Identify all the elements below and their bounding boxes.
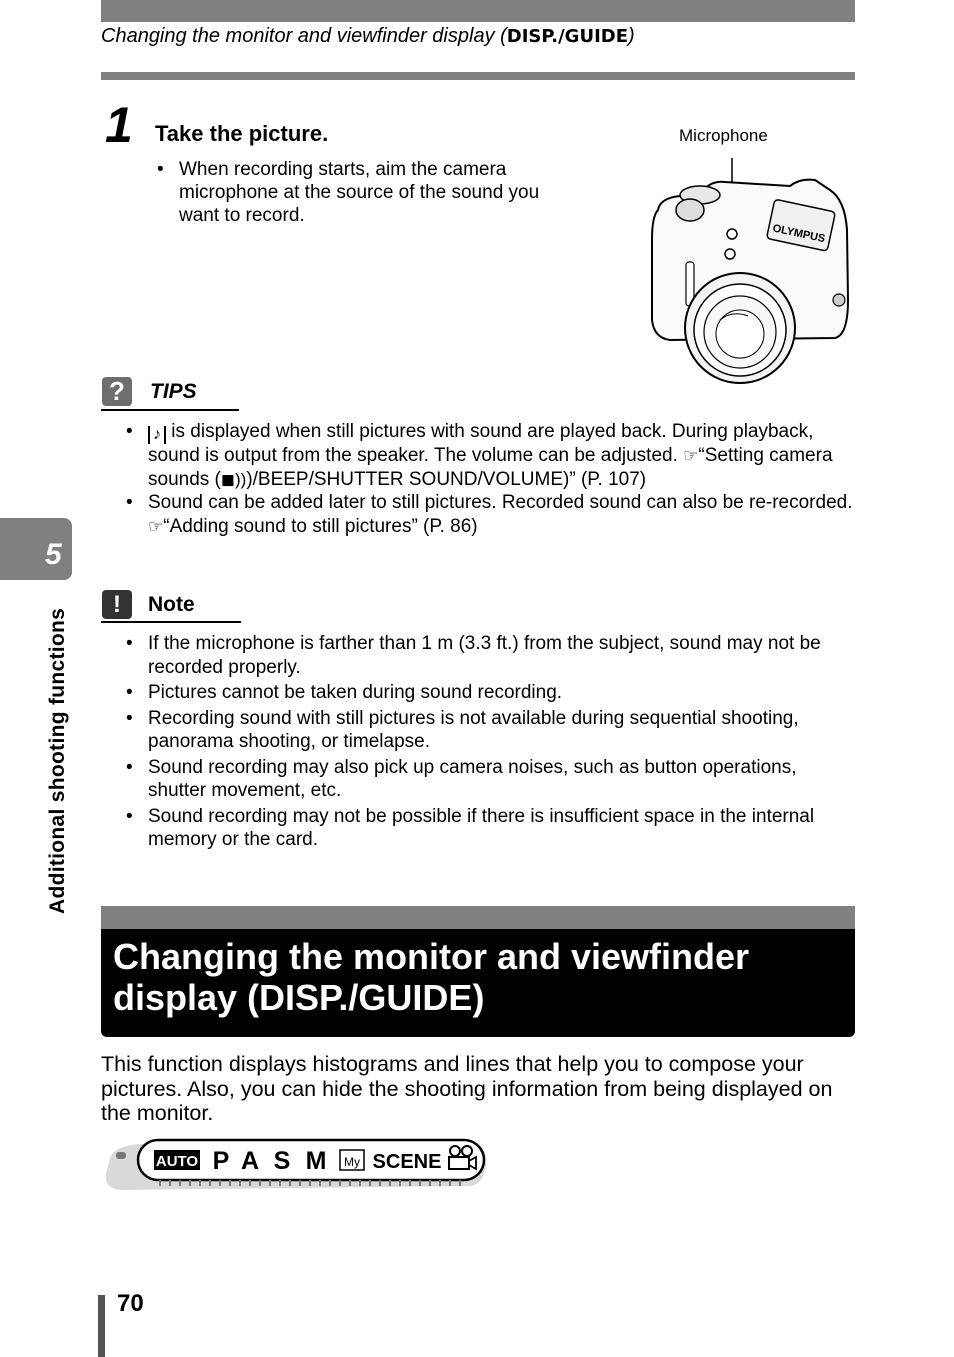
tips-title: TIPS: [150, 380, 197, 403]
microphone-label: Microphone: [679, 126, 768, 145]
list-item: • Pictures cannot be taken during sound recording.: [126, 682, 563, 703]
section-title: Changing the monitor and viewfinder display (DISP./GUIDE): [113, 936, 750, 1018]
mode-p: P: [212, 1147, 230, 1175]
running-title-prefix: Changing the monitor and viewfinder display (: [101, 25, 507, 47]
camera-brand: OLYMPUS: [771, 222, 827, 246]
speaker-icon: ◼)): [220, 469, 247, 489]
mode-my: My: [344, 1155, 360, 1169]
running-title-bold: DISP./GUIDE: [506, 26, 629, 47]
section-intro: This function displays histograms and lines that help you to compose your pictures. Also, you can hide the shooting information from being displayed on the monitor.: [101, 1052, 833, 1125]
tips-rule: [101, 409, 239, 411]
step-title: Take the picture.: [155, 121, 329, 146]
list-item: • Sound recording may also pick up camera noises, such as button operations, shutter movement, etc.: [126, 756, 797, 801]
mode-s: S: [273, 1147, 291, 1175]
page-number-bar: [98, 1295, 105, 1357]
list-item: • If the microphone is farther than 1 m (3.3 ft.) from the subject, sound may not be recorded properly.: [126, 633, 821, 678]
mode-scene: SCENE: [372, 1151, 442, 1173]
mode-m: M: [305, 1147, 327, 1175]
list-item: • Recording sound with still pictures is not available during sequential shooting, panorama shooting, or timelapse.: [126, 707, 799, 752]
section-header-bar: [101, 906, 855, 930]
reference-hand-icon: ☞: [148, 516, 164, 536]
camera-illustration: [640, 150, 855, 385]
header-rule: [101, 72, 855, 80]
note-rule: [101, 621, 241, 623]
chapter-title: Additional shooting functions: [46, 607, 69, 914]
step-number: 1: [105, 97, 133, 153]
mode-a: A: [240, 1147, 260, 1175]
mode-dial-indicator: [100, 1136, 490, 1194]
note-list: [126, 632, 858, 854]
step-bullet-text: When recording starts, aim the camera microphone at the source of the sound you want to record.: [179, 159, 540, 226]
tips-list: [126, 420, 854, 538]
header-bar: [101, 0, 855, 22]
note-exclamation-icon: !: [102, 590, 132, 619]
chapter-number: 5: [45, 538, 62, 571]
step-bullets: [157, 158, 559, 227]
page-number: 70: [117, 1290, 144, 1317]
note-title: Note: [148, 593, 195, 616]
list-item: • Sound can be added later to still pictures. Recorded sound can also be re-recorded. ☞“Adding sound to still pictures” (P. 86): [126, 492, 853, 537]
list-item: • When recording starts, aim the camera microphone at the source of the sound you want to record.: [157, 159, 540, 226]
list-item: • Sound recording may not be possible if there is insufficient space in the internal memory or the card.: [126, 805, 815, 850]
reference-hand-icon: ☞: [683, 446, 699, 465]
list-item: • ♪ is displayed when still pictures with sound are played back. During playback, sound is output from the speaker. The volume can be adjusted. ☞“Setting camera sounds (◼)))/BEEP/SHUTTER SOUND/VOLUME)” (P. 107): [126, 421, 833, 490]
mode-auto: AUTO: [155, 1153, 199, 1170]
running-title-suffix: ): [628, 25, 635, 47]
tips-question-icon: ?: [102, 377, 132, 406]
sound-note-icon: ♪: [148, 426, 166, 444]
running-title: [101, 25, 635, 48]
